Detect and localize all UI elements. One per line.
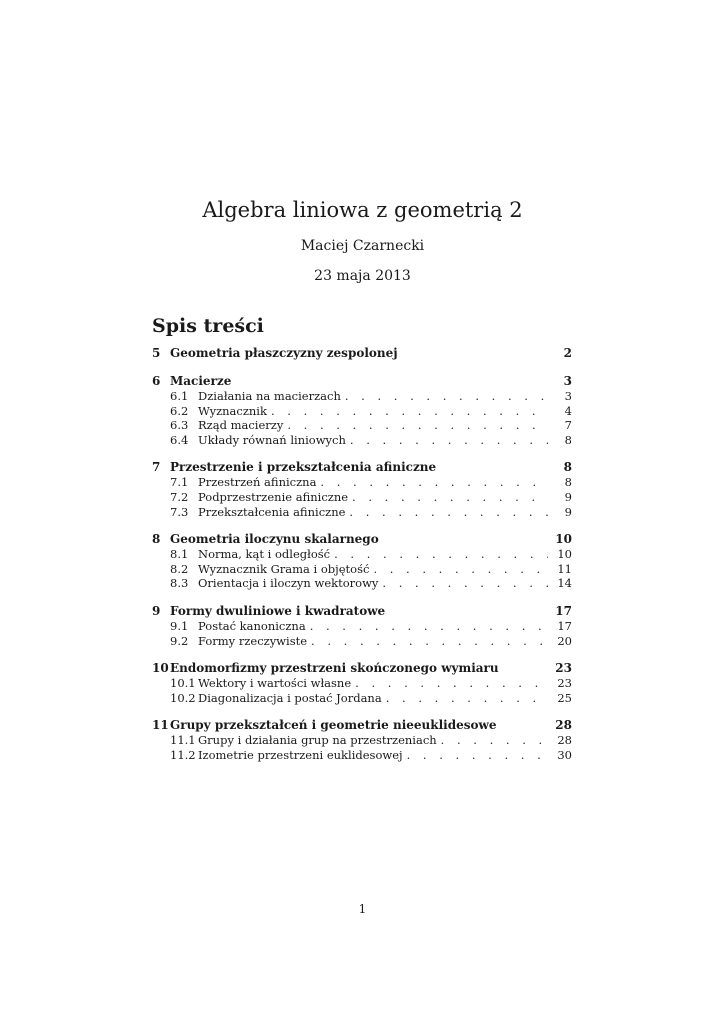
toc-section bbox=[152, 459, 572, 519]
toc-leader-dots bbox=[311, 634, 548, 649]
toc-section-entry[interactable] bbox=[152, 459, 572, 475]
toc-section-number: 9 bbox=[152, 603, 161, 618]
toc-subsection-number: 10.2 bbox=[170, 690, 196, 705]
toc-subsection-page: 25 bbox=[557, 690, 572, 705]
toc-section-number: 11 bbox=[152, 718, 169, 733]
toc-subsection-number: 9.1 bbox=[170, 618, 189, 633]
toc-subsection-title: Działania na macierzach bbox=[198, 389, 341, 403]
toc-section-entry[interactable] bbox=[152, 345, 572, 361]
toc-subsection-entry[interactable] bbox=[152, 547, 572, 562]
toc-section-page: 17 bbox=[555, 603, 572, 618]
toc-section-page: 3 bbox=[563, 374, 572, 388]
toc-section-number: 6 bbox=[152, 374, 161, 388]
toc-subsection-title: Izometrie przestrzeni euklidesowej bbox=[198, 747, 403, 762]
toc-subsection-title: Diagonalizacja i postać Jordana bbox=[198, 690, 382, 705]
toc-subsection-entry[interactable] bbox=[152, 433, 572, 448]
toc-subsection-entry[interactable] bbox=[152, 634, 572, 649]
toc-section bbox=[152, 717, 572, 762]
toc-subsection-entry[interactable] bbox=[152, 748, 572, 763]
toc-subsection-page: 14 bbox=[557, 576, 572, 591]
toc-section-entry[interactable] bbox=[152, 717, 572, 733]
toc-leader-dots bbox=[407, 748, 548, 763]
toc-section-entry[interactable] bbox=[152, 660, 572, 676]
toc-subsection-title: Rząd macierzy bbox=[198, 418, 284, 433]
toc-subsection-entry[interactable] bbox=[152, 404, 572, 419]
toc-leader-dots bbox=[355, 676, 548, 691]
toc-subsection-title: Wyznacznik bbox=[198, 403, 267, 418]
toc-subsection-page: 9 bbox=[564, 489, 572, 504]
toc-subsection-number: 6.3 bbox=[170, 418, 189, 433]
toc-subsection-number: 7.1 bbox=[170, 475, 189, 490]
toc-subsection-page: 9 bbox=[564, 504, 572, 519]
toc-section-title: Przestrzenie i przekształcenia afiniczne bbox=[170, 460, 437, 475]
toc-section-page: 2 bbox=[563, 346, 572, 360]
toc-leader-dots bbox=[386, 691, 548, 706]
toc-subsection-number: 9.2 bbox=[170, 633, 189, 648]
toc-section-title: Geometria iloczynu skalarnego bbox=[170, 532, 379, 547]
toc-subsection-number: 8.2 bbox=[170, 561, 189, 576]
toc-subsection-title: Wyznacznik Grama i objętość bbox=[198, 561, 370, 576]
toc-leader-dots bbox=[334, 547, 548, 562]
toc-subsection-entry[interactable] bbox=[152, 505, 572, 520]
toc-section-entry[interactable] bbox=[152, 373, 572, 389]
toc-subsection-entry[interactable] bbox=[152, 619, 572, 634]
toc-section-number: 8 bbox=[152, 532, 161, 547]
page-number: 1 bbox=[358, 902, 367, 916]
toc-subsection-title: Przestrzeń afiniczna bbox=[198, 475, 317, 490]
toc-section-number: 5 bbox=[152, 346, 161, 360]
toc-subsection-entry[interactable] bbox=[152, 418, 572, 433]
toc-section-page: 23 bbox=[555, 661, 572, 676]
toc-subsection-number: 7.3 bbox=[170, 504, 189, 519]
toc-section-title: Endomorfizmy przestrzeni skończonego wymiaru bbox=[170, 661, 499, 676]
toc-section-page: 28 bbox=[555, 718, 572, 733]
toc-section-page: 10 bbox=[555, 532, 572, 547]
toc-subsection-page: 11 bbox=[557, 561, 572, 576]
toc-section-title: Macierze bbox=[170, 374, 232, 388]
toc-subsection-page: 20 bbox=[557, 633, 572, 648]
toc-subsection-title: Norma, kąt i odległość bbox=[198, 547, 331, 562]
toc-subsection-entry[interactable] bbox=[152, 475, 572, 490]
toc-section-title: Grupy przekształceń i geometrie nieeuklidesowe bbox=[170, 718, 497, 733]
toc-subsection-page: 30 bbox=[557, 747, 572, 762]
toc-subsection-entry[interactable] bbox=[152, 733, 572, 748]
toc-subsection-number: 8.1 bbox=[170, 547, 189, 562]
toc-subsection-entry[interactable] bbox=[152, 389, 572, 404]
toc-subsection-entry[interactable] bbox=[152, 576, 572, 591]
toc-subsection-entry[interactable] bbox=[152, 676, 572, 691]
toc-subsection-page: 28 bbox=[557, 733, 572, 748]
toc-section bbox=[152, 531, 572, 591]
toc-subsection-title: Postać kanoniczna bbox=[198, 618, 306, 633]
toc-subsection-entry[interactable] bbox=[152, 691, 572, 706]
document-author: Maciej Czarnecki bbox=[300, 238, 425, 254]
toc-subsection-title: Wektory i wartości własne bbox=[198, 676, 352, 691]
toc-section bbox=[152, 660, 572, 705]
toc-section bbox=[152, 373, 572, 447]
toc-section-entry[interactable] bbox=[152, 603, 572, 619]
toc-leader-dots bbox=[287, 418, 548, 433]
toc-subsection-title: Przekształcenia afiniczne bbox=[198, 504, 346, 519]
toc-subsection-page: 8 bbox=[564, 475, 572, 490]
toc-subsection-title: Grupy i działania grup na przestrzeniach bbox=[198, 733, 437, 748]
toc-subsection-page: 4 bbox=[564, 403, 572, 418]
toc-subsection-title: Układy równań liniowych bbox=[198, 432, 346, 447]
toc-leader-dots bbox=[441, 733, 548, 748]
toc-subsection-entry[interactable] bbox=[152, 562, 572, 577]
toc-section bbox=[152, 345, 572, 361]
toc-subsection-page: 10 bbox=[557, 547, 572, 562]
toc-section-title: Formy dwuliniowe i kwadratowe bbox=[170, 603, 386, 618]
document-date: 23 maja 2013 bbox=[314, 268, 411, 284]
toc-leader-dots bbox=[382, 576, 548, 591]
toc-heading: Spis treści bbox=[152, 315, 264, 337]
toc-subsection-title: Orientacja i iloczyn wektorowy bbox=[198, 576, 379, 591]
toc-subsection-page: 23 bbox=[557, 676, 572, 691]
toc-subsection-number: 8.3 bbox=[170, 576, 189, 591]
toc-leader-dots bbox=[320, 475, 548, 490]
toc-subsection-number: 7.2 bbox=[170, 489, 189, 504]
toc-subsection-number: 6.4 bbox=[170, 432, 189, 447]
toc-subsection-number: 6.1 bbox=[170, 389, 189, 403]
toc-leader-dots bbox=[349, 505, 548, 520]
toc-subsection-number: 11.1 bbox=[170, 733, 196, 748]
toc-subsection-page: 7 bbox=[564, 418, 572, 433]
toc-section-number: 7 bbox=[152, 460, 161, 475]
table-of-contents bbox=[152, 345, 572, 775]
toc-subsection-number: 6.2 bbox=[170, 403, 189, 418]
toc-subsection-entry[interactable] bbox=[152, 490, 572, 505]
toc-leader-dots bbox=[373, 562, 548, 577]
toc-leader-dots bbox=[350, 433, 548, 448]
toc-leader-dots bbox=[352, 490, 548, 505]
toc-section-number: 10 bbox=[152, 661, 169, 676]
toc-subsection-number: 10.1 bbox=[170, 676, 196, 691]
toc-section-page: 8 bbox=[563, 460, 572, 475]
toc-leader-dots bbox=[271, 404, 548, 419]
toc-subsection-title: Podprzestrzenie afiniczne bbox=[198, 489, 349, 504]
toc-section-title: Geometria płaszczyzny zespolonej bbox=[170, 346, 398, 360]
toc-subsection-page: 17 bbox=[557, 618, 572, 633]
toc-section bbox=[152, 603, 572, 648]
document-title: Algebra liniowa z geometrią 2 bbox=[202, 198, 523, 222]
toc-subsection-title: Formy rzeczywiste bbox=[198, 633, 308, 648]
toc-leader-dots bbox=[345, 389, 548, 404]
toc-subsection-number: 11.2 bbox=[170, 747, 196, 762]
toc-subsection-page: 3 bbox=[564, 389, 572, 403]
toc-subsection-page: 8 bbox=[564, 432, 572, 447]
toc-section-entry[interactable] bbox=[152, 531, 572, 547]
toc-leader-dots bbox=[310, 619, 548, 634]
